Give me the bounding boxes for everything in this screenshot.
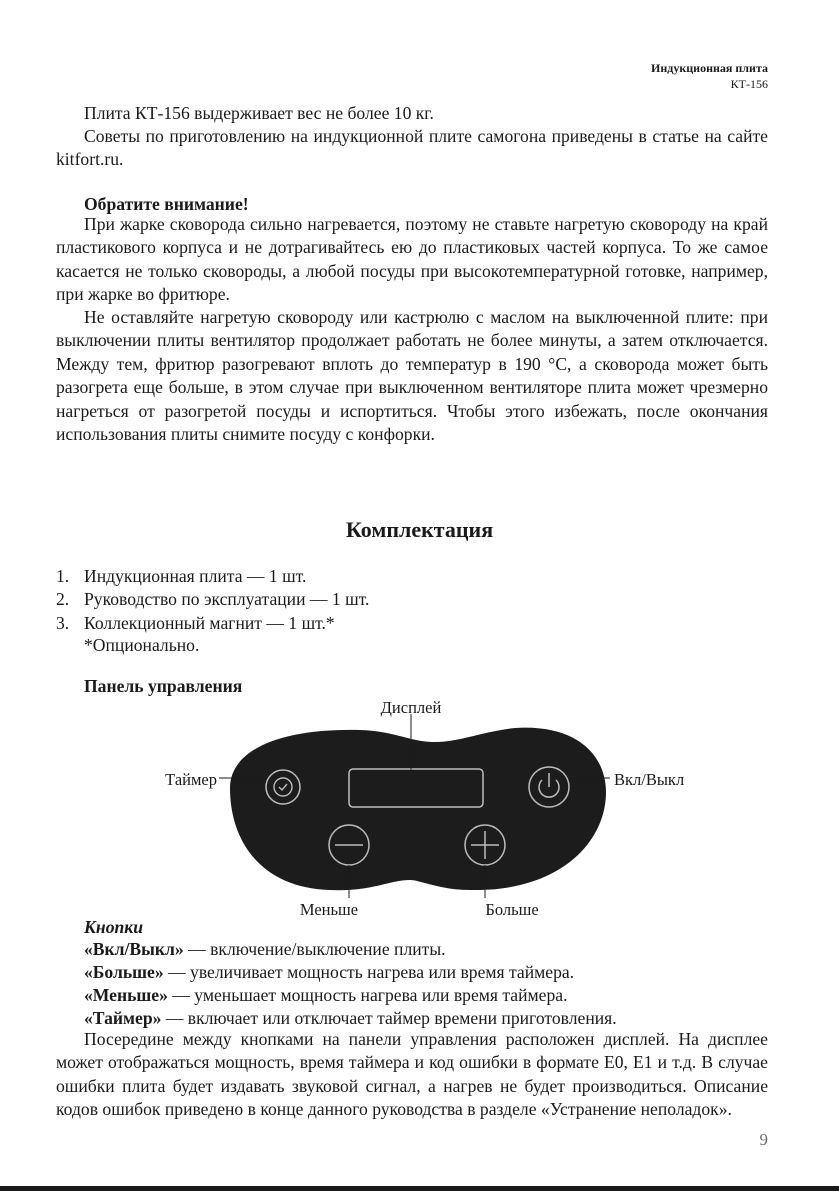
button-description	[84, 984, 567, 1007]
display-label: Дисплей	[380, 698, 442, 717]
kit-item-text: Руководство по эксплуатации — 1 шт.	[84, 589, 370, 610]
page-number: 9	[759, 1130, 768, 1149]
control-panel-heading: Панель управления	[84, 676, 243, 696]
control-panel-body	[230, 728, 606, 891]
kit-item	[56, 588, 369, 611]
kit-item	[56, 612, 369, 635]
button-desc: — включение/выключение плиты.	[183, 939, 446, 959]
control-panel-diagram	[0, 690, 839, 925]
button-name: «Больше»	[84, 962, 164, 982]
notice-heading: Обратите внимание!	[84, 194, 249, 214]
weight-paragraph: Плита КТ-156 выдерживает вес не более 10 кг.	[84, 103, 434, 123]
tips-paragraph: Советы по приготовлению на индукционной плите самогона приведены в статье на сайте kitfort.ru.	[56, 126, 768, 170]
fan-paragraph: Не оставляйте нагретую сковороду или кастрюлю с маслом на выключенной плите: при выключении плиты вентилятор продолжает работать не более минуты, а затем отключается. Между тем, фритюр разогревают вплоть до температур в 190 °С, а сковорода может быть разогрета еще больше, в этом случае при выключенном вентиляторе плита может чрезмерно нагреться от разогретой посуды и испортиться. Чтобы этого избежать, после окончания использования плиты снимите посуду с конфорки.	[56, 307, 768, 445]
running-header-title: Индукционная плита	[651, 61, 768, 75]
button-name: «Таймер»	[84, 1008, 162, 1028]
buttons-heading: Кнопки	[84, 917, 143, 937]
button-description	[84, 1007, 617, 1030]
kit-item-text: Коллекционный магнит — 1 шт.*	[84, 612, 335, 633]
kit-list	[56, 565, 369, 635]
button-desc: — увеличивает мощность нагрева или время таймера.	[163, 962, 575, 982]
kit-item-number: 3.	[56, 612, 70, 633]
kit-item-text: Индукционная плита — 1 шт.	[84, 566, 307, 586]
kit-section-title: Комплектация	[345, 517, 494, 542]
running-header-model: КТ-156	[730, 77, 768, 91]
timer-label: Таймер	[165, 770, 217, 789]
kit-optional-note: *Опционально.	[84, 635, 200, 655]
footer-rule	[0, 1186, 839, 1191]
kit-item-number: 2.	[56, 589, 70, 610]
power-label: Вкл/Выкл	[614, 770, 685, 789]
kit-item-number: 1.	[56, 566, 70, 586]
display-paragraph: Посередине между кнопками на панели управления расположен дисплей. На дисплее может отображаться мощность, время таймера и код ошибки в формате Е0, Е1 и т.д. В случае ошибки плита будет издавать звуковой сигнал, а нагрев не будет производиться. Описание кодов ошибок приведено в конце данного руководства в разделе «Устранение неполадок».	[56, 1029, 768, 1120]
button-name: «Вкл/Выкл»	[84, 939, 184, 959]
button-name: «Меньше»	[84, 985, 168, 1005]
frying-paragraph: При жарке сковорода сильно нагревается, поэтому не ставьте нагретую сковороду на край пластикового корпуса и не дотрагивайтесь ею до пластиковых частей корпуса. То же самое касается не только сковороды, а любой посуды при высокотемпературной готовке, например, при жарке во фритюре.	[56, 214, 768, 305]
button-desc: — уменьшает мощность нагрева или время таймера.	[167, 985, 568, 1005]
button-description	[84, 961, 574, 984]
kit-item	[56, 565, 369, 588]
more-label: Больше	[485, 900, 539, 919]
button-description	[84, 938, 446, 961]
button-desc: — включает или отключает таймер времени приготовления.	[161, 1008, 617, 1028]
less-label: Меньше	[299, 900, 359, 919]
plus-button[interactable]	[465, 825, 505, 865]
